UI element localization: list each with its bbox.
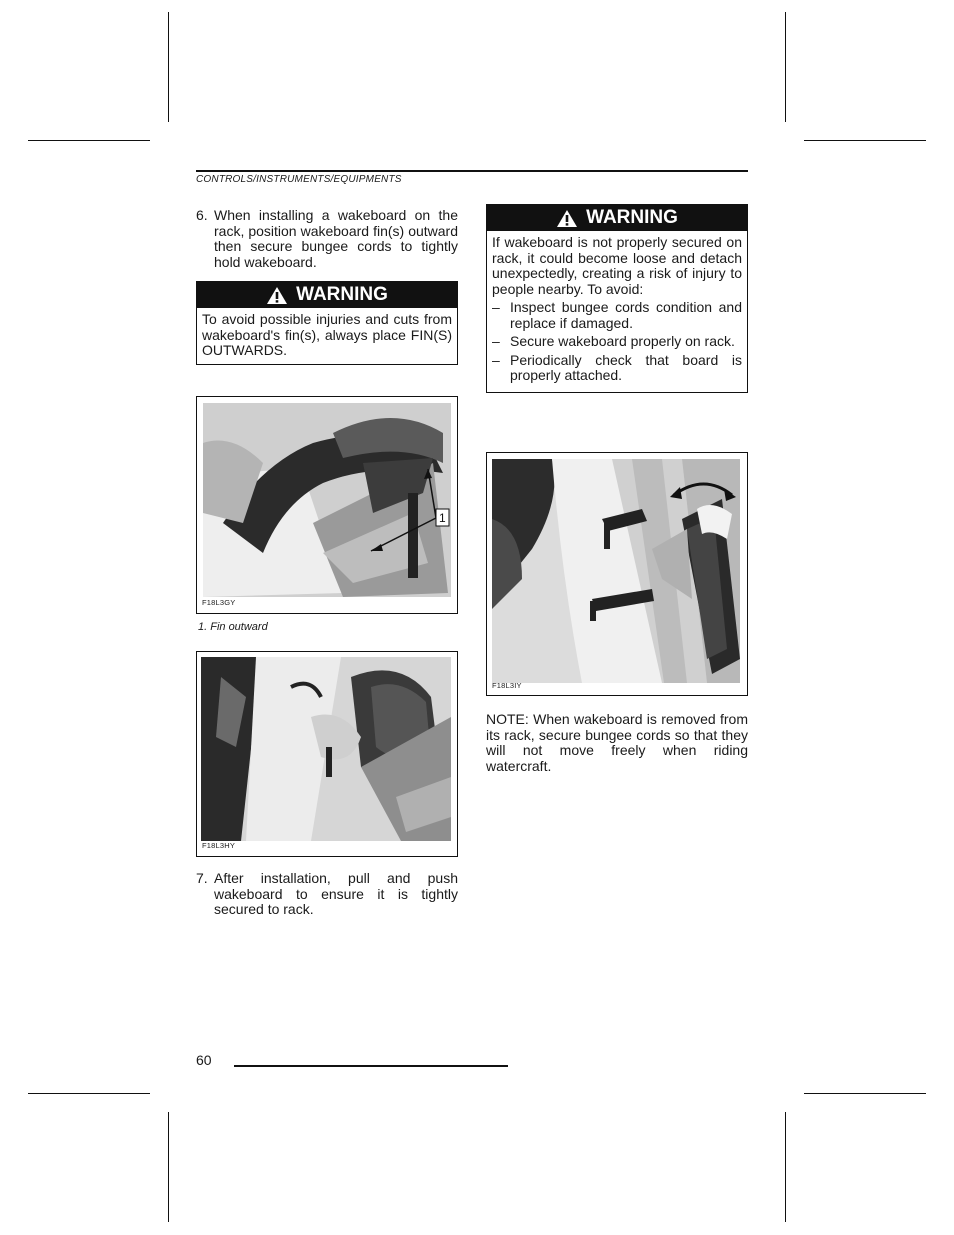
figure-check-attachment <box>486 452 748 696</box>
warning-box-fins <box>196 281 458 365</box>
warning-content <box>487 231 747 392</box>
note <box>486 712 748 774</box>
figure-securing-bungee <box>196 651 458 857</box>
warning-header <box>487 205 747 231</box>
crop-mark <box>28 1093 150 1094</box>
page-number: 60 <box>196 1052 212 1068</box>
crop-mark <box>785 12 786 122</box>
photo-board-on-rack <box>492 459 740 683</box>
crop-mark <box>28 140 150 141</box>
dash-glyph: – <box>492 299 500 315</box>
step-number: 6. <box>196 207 208 223</box>
crop-mark <box>168 1112 169 1222</box>
dash-glyph: – <box>492 333 500 349</box>
crop-mark <box>804 140 926 141</box>
warning-text: To avoid possible injuries and cuts from wakeboard's fin(s), always place FIN(S) OUTWARDS. <box>202 311 452 358</box>
figure-code: F18L3GY <box>202 598 236 607</box>
photo-wakeboard-rack <box>203 403 451 597</box>
dash-glyph: – <box>492 351 500 368</box>
figure-code: F18L3IY <box>492 681 522 690</box>
step-number: 7. <box>196 870 208 886</box>
warning-text: If wakeboard is not properly secured on rack, it could become loose and detach unexpectedly, creating a risk of injury to people nearby. To avoid: <box>492 234 742 297</box>
note-label: NOTE: <box>486 711 529 727</box>
header-rule <box>196 170 748 172</box>
warning-triangle-icon <box>556 209 578 228</box>
note-text: When wakeboard is removed from its rack, secure bungee cords so that they will not move freely when riding watercraft. <box>486 711 749 774</box>
crop-mark <box>804 1093 926 1094</box>
step-7 <box>196 871 458 918</box>
warning-list <box>492 300 742 384</box>
list-item: – Secure wakeboard properly on rack. <box>492 333 735 349</box>
figure-caption: 1. Fin outward <box>198 621 268 633</box>
crop-mark <box>168 12 169 122</box>
photo-hands-bungee <box>201 657 451 841</box>
figure-fin-outward <box>196 396 458 614</box>
warning-triangle-icon <box>266 286 288 305</box>
step-text: When installing a wakeboard on the rack, position wakeboard fin(s) outward then secure bungee cords to tightly hold wakeboard. <box>214 207 458 270</box>
figure-code: F18L3HY <box>202 841 236 850</box>
callout-number: 1 <box>439 511 446 525</box>
list-item: – Inspect bungee cords condition and replace if damaged. <box>492 299 742 331</box>
list-item: – Periodically check that board is properly attached. <box>492 351 742 383</box>
step-6 <box>196 208 458 270</box>
step-text: After installation, pull and push wakeboard to ensure it is tightly secured to rack. <box>214 870 458 917</box>
warning-header <box>197 282 457 308</box>
warning-title: WARNING <box>586 207 678 228</box>
running-head: CONTROLS/INSTRUMENTS/EQUIPMENTS <box>196 174 402 185</box>
crop-mark <box>785 1112 786 1222</box>
warning-title: WARNING <box>296 284 388 305</box>
warning-box-secure <box>486 204 748 393</box>
footer-rule <box>234 1065 508 1067</box>
